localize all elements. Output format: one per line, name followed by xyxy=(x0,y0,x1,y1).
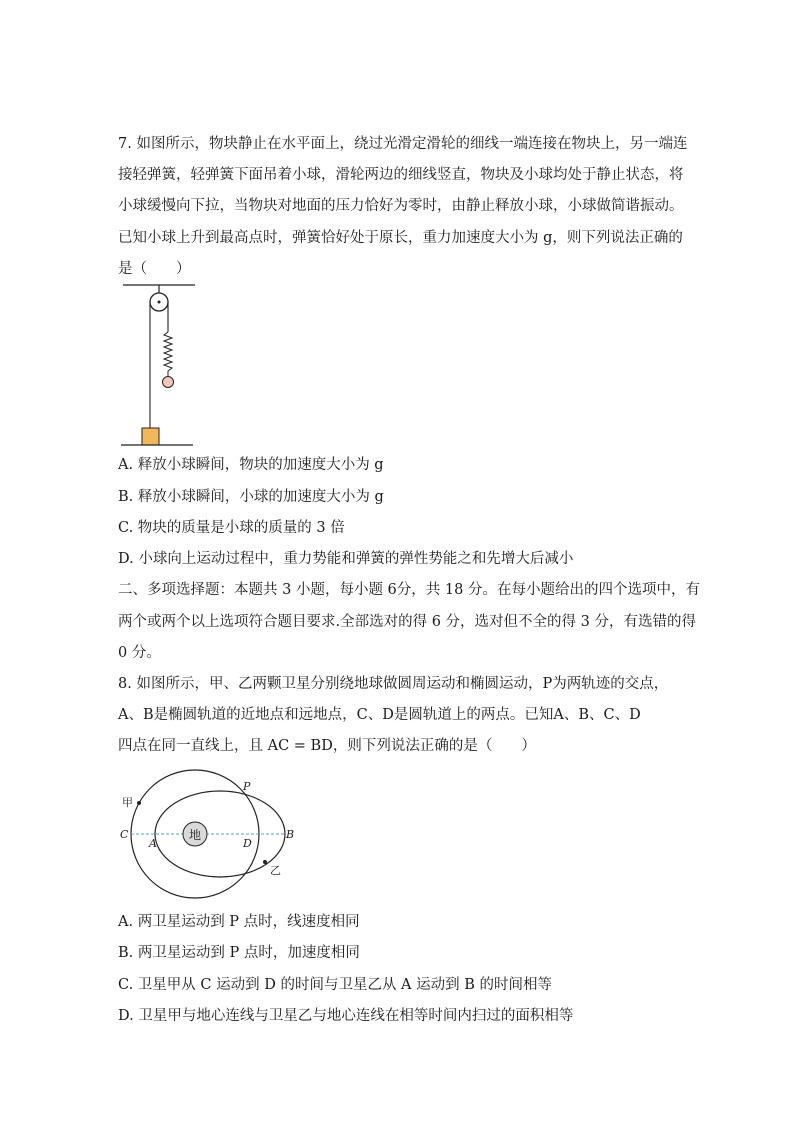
q8-option-d: D. 卫星甲与地心连线与卫星乙与地心连线在相等时间内扫过的面积相等 xyxy=(118,1008,574,1024)
pulley-spring-figure xyxy=(115,280,205,450)
q7-line-4: 已知小球上升到最高点时，弹簧恰好处于原长，重力加速度大小为 g，则下列说法正确的 xyxy=(118,230,683,246)
q7-option-b: B. 释放小球瞬间，小球的加速度大小为 g xyxy=(118,489,384,505)
q8-line-3: 四点在同一直线上，且 AC = BD，则下列说法正确的是（ ） xyxy=(118,738,536,754)
q7-line-3: 小球缓慢向下拉，当物块对地面的压力恰好为零时，由静止释放小球，小球做简谐振动。 xyxy=(118,198,684,214)
satellite-jia xyxy=(137,801,141,805)
q7-line-5: 是（ ） xyxy=(118,261,191,277)
q7-option-a: A. 释放小球瞬间，物块的加速度大小为 g xyxy=(118,457,384,473)
q7-option-d: D. 小球向上运动过程中，重力势能和弹簧的弹性势能之和先增大后减小 xyxy=(118,551,574,567)
block xyxy=(142,428,159,445)
spring xyxy=(164,332,172,371)
q8-option-b: B. 两卫星运动到 P 点时，加速度相同 xyxy=(118,945,360,961)
q8-line-2: A、B是椭圆轨道的近地点和远地点，C、D是圆轨道上的两点。已知A、B、C、D xyxy=(118,707,641,723)
q8-option-a: A. 两卫星运动到 P 点时，线速度相同 xyxy=(118,914,360,930)
label-a: A xyxy=(149,837,157,850)
label-b: B xyxy=(286,828,295,841)
q7-option-c: C. 物块的质量是小球的质量的 3 倍 xyxy=(118,520,345,536)
label-c: C xyxy=(120,828,129,841)
label-jia: 甲 xyxy=(122,796,133,809)
section2-line-1: 二、多项选择题：本题共 3 小题，每小题 6分，共 18 分。在每小题给出的四个选项中，有 xyxy=(118,582,700,598)
q8-option-c: C. 卫星甲从 C 运动到 D 的时间与卫星乙从 A 运动到 B 的时间相等 xyxy=(118,977,553,993)
label-yi: 乙 xyxy=(270,864,281,877)
q8-line-1: 8. 如图所示，甲、乙两颗卫星分别绕地球做圆周运动和椭圆运动，P为两轨迹的交点， xyxy=(118,676,669,692)
ball xyxy=(163,377,174,388)
q7-line-2: 接轻弹簧，轻弹簧下面吊着小球，滑轮两边的细线竖直，物块及小球均处于静止状态，将 xyxy=(118,167,684,183)
pulley-axle xyxy=(158,301,161,304)
satellite-yi xyxy=(263,860,267,864)
q7-line-1: 7. 如图所示，物块静止在水平面上，绕过光滑定滑轮的细线一端连接在物块上，另一端连 xyxy=(118,136,688,152)
orbit-figure xyxy=(115,768,305,900)
elliptical-orbit xyxy=(155,791,285,877)
earth-label: 地 xyxy=(188,828,202,842)
section2-line-3: 0 分。 xyxy=(118,645,161,661)
section2-line-2: 两个或两个以上选项符合题目要求.全部选对的得 6 分，选对但不全的得 3 分，有选错的得 xyxy=(118,614,696,630)
label-p: P xyxy=(243,780,251,793)
label-d: D xyxy=(243,837,252,850)
